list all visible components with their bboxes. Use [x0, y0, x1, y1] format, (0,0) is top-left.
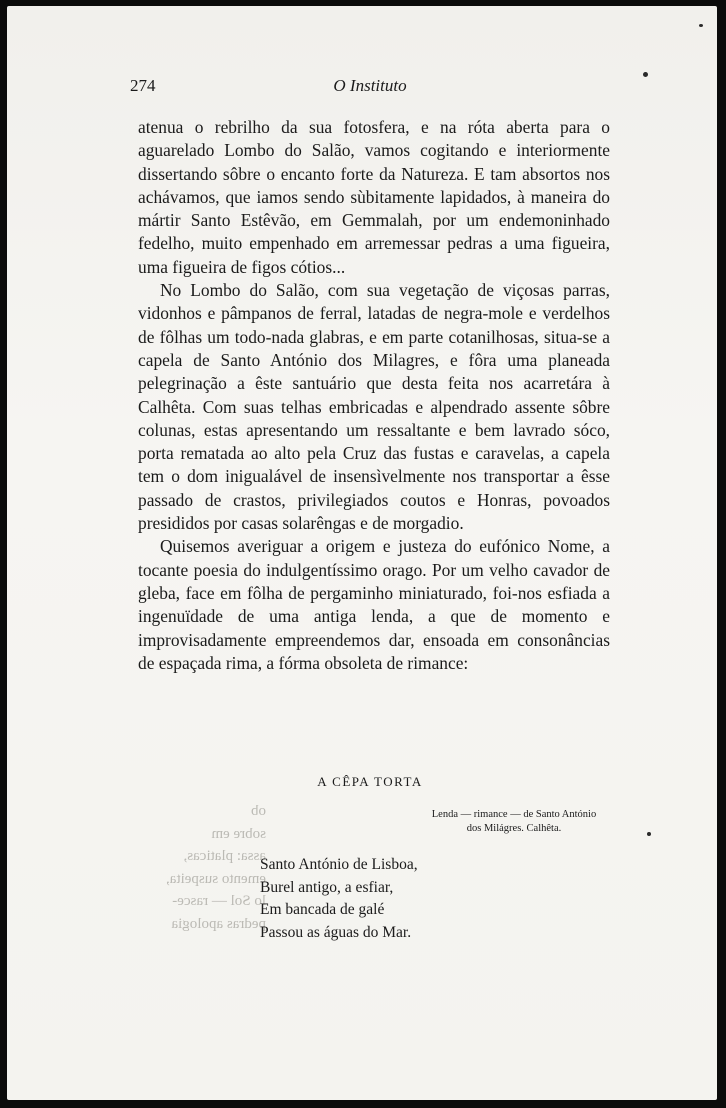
- poem-verse: [260, 854, 418, 944]
- poem-title: A CÊPA TORTA: [317, 774, 423, 789]
- running-title: O Instituto: [333, 76, 407, 95]
- paragraph: Quisemos averiguar a origem e justeza do eufónico Nome, a tocante poesia do indulgentíssimo orago. Por um velho cavador de gleba, face em fôlha de pergaminho miniaturado, foi-nos esfiada a ingenuïdade de uma antiga lenda, a que de momento e improvisadamente empreendemos dar, ensoada em consonâncias de espaçada rima, a fórma obsoleta de rimance:: [138, 536, 610, 673]
- page-header: [130, 76, 610, 102]
- paragraph: atenua o rebrilho da sua fotosfera, e na róta aberta para o aguarelado Lombo do Salão, vamos cogitando e interiormente dissertando sôbre o encanto forte da Natureza. E tam absortos nos achávamos, que iamos sendo sùbitamente lapidados, à maneira do mártir Santo Estêvão, em Gemmalah, por um endemoninhado fedelho, muito empenhado em arremessar pedras a uma figueira, uma figueira de figos cótios...: [138, 117, 610, 277]
- verse-line: Burel antigo, a esfiar,: [260, 878, 394, 896]
- bleed-through-text: ob sobre em assa: platicas, emento suspeita, lo Sol — rasce- pedras apologia: [166, 803, 266, 932]
- verse-line: Em bancada de galé: [260, 901, 385, 918]
- verse-line: Santo António de Lisboa,: [260, 856, 418, 873]
- verse-line: Passou as águas do Mar.: [260, 923, 412, 941]
- paragraph: No Lombo do Salão, com sua vegetação de viçosas parras, vidonhos e pâmpanos de ferral, latadas de negra-mole e verdelhos de fôlhas um todo-nada glabras, e em parte cotanilhosas, situa-se a capela de Santo António dos Milagres, e fôra uma planeada pelegrinação a êste santuário que desta feita nos acarretára à Calhêta. Com suas telhas embricadas e alpendrado assente sôbre colunas, estas apresentando um ressaltante e bem lavrado sóco, porta rematada ao alto pela Cruz das fustas e caravelas, a capela tem o dom inigualável de insensìvelmente nos transportar a êsse passado de crastos, privilegiados coutos e Honras, povoados presididos por casas solarêngas e de morgadio.: [138, 280, 610, 534]
- body-text: [138, 116, 610, 675]
- epigraph-line: dos Milágres. Calhêta.: [466, 823, 562, 834]
- epigraph-line: Lenda — rimance — de Santo António: [431, 809, 597, 820]
- page-number: 274: [130, 76, 156, 95]
- poem-epigraph: [404, 808, 624, 836]
